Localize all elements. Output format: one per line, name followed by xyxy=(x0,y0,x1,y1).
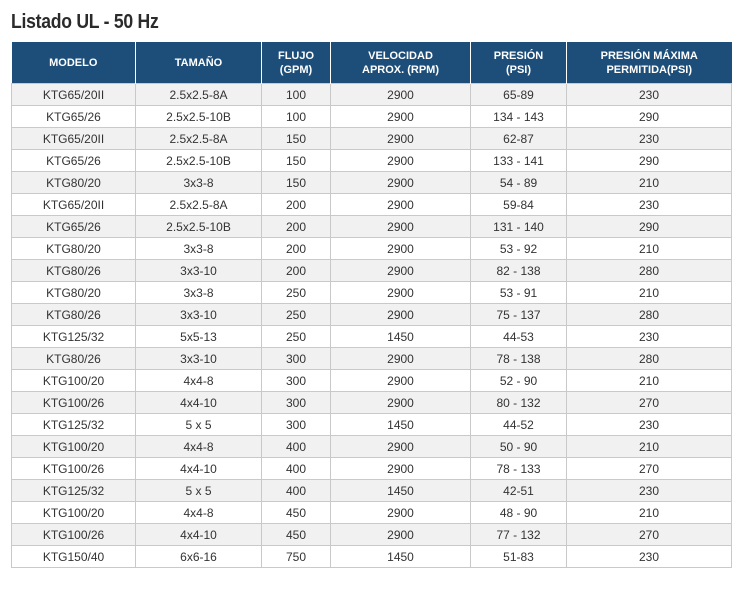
table-row xyxy=(12,370,732,392)
cell-speed: 2900 xyxy=(331,172,471,194)
cell-flow: 200 xyxy=(262,260,331,282)
cell-max-pressure: 210 xyxy=(567,238,732,260)
cell-model: KTG65/20II xyxy=(12,194,136,216)
cell-max-pressure: 230 xyxy=(567,480,732,502)
cell-size: 3x3-10 xyxy=(136,260,262,282)
table-row xyxy=(12,392,732,414)
cell-model: KTG65/20II xyxy=(12,84,136,106)
cell-speed: 2900 xyxy=(331,458,471,480)
cell-pressure: 62-87 xyxy=(471,128,567,150)
cell-model: KTG65/26 xyxy=(12,106,136,128)
cell-max-pressure: 290 xyxy=(567,106,732,128)
cell-model: KTG80/26 xyxy=(12,348,136,370)
cell-flow: 250 xyxy=(262,304,331,326)
cell-pressure: 51-83 xyxy=(471,546,567,568)
cell-flow: 400 xyxy=(262,480,331,502)
cell-speed: 1450 xyxy=(331,546,471,568)
cell-pressure: 78 - 138 xyxy=(471,348,567,370)
cell-pressure: 54 - 89 xyxy=(471,172,567,194)
table-row xyxy=(12,106,732,128)
cell-max-pressure: 210 xyxy=(567,436,732,458)
cell-size: 4x4-8 xyxy=(136,370,262,392)
table-row xyxy=(12,172,732,194)
cell-pressure: 44-52 xyxy=(471,414,567,436)
cell-speed: 2900 xyxy=(331,502,471,524)
cell-flow: 200 xyxy=(262,194,331,216)
column-header-pressure xyxy=(471,42,567,84)
cell-size: 4x4-10 xyxy=(136,458,262,480)
cell-size: 2.5x2.5-10B xyxy=(136,106,262,128)
cell-speed: 2900 xyxy=(331,392,471,414)
cell-flow: 150 xyxy=(262,128,331,150)
cell-speed: 2900 xyxy=(331,150,471,172)
table-row xyxy=(12,282,732,304)
cell-flow: 300 xyxy=(262,414,331,436)
cell-max-pressure: 210 xyxy=(567,370,732,392)
cell-speed: 2900 xyxy=(331,304,471,326)
table-row xyxy=(12,524,732,546)
cell-flow: 300 xyxy=(262,348,331,370)
cell-max-pressure: 230 xyxy=(567,326,732,348)
ul-listing-table xyxy=(11,42,732,568)
table-row xyxy=(12,502,732,524)
cell-speed: 2900 xyxy=(331,524,471,546)
cell-speed: 1450 xyxy=(331,414,471,436)
cell-model: KTG80/26 xyxy=(12,260,136,282)
cell-max-pressure: 270 xyxy=(567,524,732,546)
table-row xyxy=(12,128,732,150)
column-header-line: APROX. (RPM) xyxy=(362,63,439,76)
cell-model: KTG80/20 xyxy=(12,238,136,260)
cell-size: 3x3-8 xyxy=(136,282,262,304)
cell-size: 2.5x2.5-8A xyxy=(136,84,262,106)
column-header-line: PRESIÓN xyxy=(493,49,544,62)
header-row xyxy=(12,42,732,84)
cell-speed: 2900 xyxy=(331,216,471,238)
cell-pressure: 59-84 xyxy=(471,194,567,216)
cell-size: 3x3-8 xyxy=(136,172,262,194)
column-header-line: PERMITIDA(PSI) xyxy=(606,63,693,76)
cell-flow: 400 xyxy=(262,458,331,480)
cell-pressure: 53 - 91 xyxy=(471,282,567,304)
cell-pressure: 78 - 133 xyxy=(471,458,567,480)
cell-model: KTG100/26 xyxy=(12,458,136,480)
cell-pressure: 53 - 92 xyxy=(471,238,567,260)
cell-flow: 750 xyxy=(262,546,331,568)
cell-pressure: 131 - 140 xyxy=(471,216,567,238)
cell-max-pressure: 230 xyxy=(567,194,732,216)
cell-flow: 450 xyxy=(262,502,331,524)
cell-speed: 2900 xyxy=(331,348,471,370)
cell-pressure: 77 - 132 xyxy=(471,524,567,546)
column-header-line: MODELO xyxy=(49,56,98,69)
table-row xyxy=(12,458,732,480)
cell-size: 2.5x2.5-10B xyxy=(136,150,262,172)
cell-size: 4x4-8 xyxy=(136,436,262,458)
cell-max-pressure: 290 xyxy=(567,150,732,172)
cell-speed: 2900 xyxy=(331,128,471,150)
cell-max-pressure: 210 xyxy=(567,502,732,524)
table-row xyxy=(12,194,732,216)
table-row xyxy=(12,326,732,348)
cell-size: 4x4-8 xyxy=(136,502,262,524)
page-title: Listado UL - 50 Hz xyxy=(11,11,159,33)
cell-speed: 2900 xyxy=(331,370,471,392)
cell-pressure: 134 - 143 xyxy=(471,106,567,128)
cell-max-pressure: 290 xyxy=(567,216,732,238)
cell-speed: 2900 xyxy=(331,84,471,106)
cell-size: 5 x 5 xyxy=(136,414,262,436)
cell-model: KTG100/26 xyxy=(12,392,136,414)
cell-size: 6x6-16 xyxy=(136,546,262,568)
cell-speed: 2900 xyxy=(331,106,471,128)
cell-speed: 2900 xyxy=(331,238,471,260)
cell-max-pressure: 270 xyxy=(567,392,732,414)
cell-pressure: 52 - 90 xyxy=(471,370,567,392)
cell-pressure: 75 - 137 xyxy=(471,304,567,326)
cell-flow: 100 xyxy=(262,84,331,106)
table-row xyxy=(12,216,732,238)
cell-max-pressure: 230 xyxy=(567,414,732,436)
cell-model: KTG125/32 xyxy=(12,414,136,436)
cell-pressure: 82 - 138 xyxy=(471,260,567,282)
cell-speed: 2900 xyxy=(331,282,471,304)
cell-max-pressure: 270 xyxy=(567,458,732,480)
cell-speed: 1450 xyxy=(331,480,471,502)
cell-speed: 2900 xyxy=(331,194,471,216)
column-header-speed xyxy=(331,42,471,84)
table-row xyxy=(12,84,732,106)
cell-speed: 2900 xyxy=(331,260,471,282)
cell-max-pressure: 280 xyxy=(567,260,732,282)
cell-model: KTG80/26 xyxy=(12,304,136,326)
cell-size: 5x5-13 xyxy=(136,326,262,348)
cell-model: KTG125/32 xyxy=(12,480,136,502)
cell-max-pressure: 210 xyxy=(567,282,732,304)
cell-pressure: 44-53 xyxy=(471,326,567,348)
cell-flow: 450 xyxy=(262,524,331,546)
column-header-line: VELOCIDAD xyxy=(368,49,433,62)
column-header-flow xyxy=(262,42,331,84)
cell-model: KTG65/20II xyxy=(12,128,136,150)
table-body xyxy=(12,84,732,568)
column-header-size xyxy=(136,42,262,84)
cell-max-pressure: 280 xyxy=(567,348,732,370)
table-row xyxy=(12,546,732,568)
cell-size: 2.5x2.5-10B xyxy=(136,216,262,238)
cell-size: 3x3-10 xyxy=(136,348,262,370)
table-row xyxy=(12,436,732,458)
cell-size: 4x4-10 xyxy=(136,524,262,546)
column-header-line: PRESIÓN MÁXIMA xyxy=(600,49,698,62)
cell-model: KTG150/40 xyxy=(12,546,136,568)
cell-pressure: 42-51 xyxy=(471,480,567,502)
cell-model: KTG100/20 xyxy=(12,370,136,392)
column-header-line: (GPM) xyxy=(279,63,313,76)
cell-size: 2.5x2.5-8A xyxy=(136,128,262,150)
cell-max-pressure: 230 xyxy=(567,84,732,106)
cell-model: KTG100/20 xyxy=(12,502,136,524)
column-header-line: FLUJO xyxy=(277,49,315,62)
cell-flow: 150 xyxy=(262,172,331,194)
table-row xyxy=(12,150,732,172)
cell-model: KTG80/20 xyxy=(12,282,136,304)
cell-flow: 250 xyxy=(262,282,331,304)
table-row xyxy=(12,238,732,260)
table-header xyxy=(12,42,732,84)
cell-pressure: 133 - 141 xyxy=(471,150,567,172)
cell-model: KTG100/20 xyxy=(12,436,136,458)
cell-flow: 300 xyxy=(262,392,331,414)
column-header-max-pressure xyxy=(567,42,732,84)
cell-size: 2.5x2.5-8A xyxy=(136,194,262,216)
cell-max-pressure: 230 xyxy=(567,546,732,568)
cell-flow: 300 xyxy=(262,370,331,392)
table-row xyxy=(12,348,732,370)
cell-max-pressure: 210 xyxy=(567,172,732,194)
cell-pressure: 65-89 xyxy=(471,84,567,106)
cell-max-pressure: 280 xyxy=(567,304,732,326)
cell-size: 3x3-8 xyxy=(136,238,262,260)
cell-model: KTG100/26 xyxy=(12,524,136,546)
cell-flow: 100 xyxy=(262,106,331,128)
cell-size: 3x3-10 xyxy=(136,304,262,326)
cell-model: KTG80/20 xyxy=(12,172,136,194)
table-row xyxy=(12,304,732,326)
cell-model: KTG65/26 xyxy=(12,150,136,172)
cell-flow: 400 xyxy=(262,436,331,458)
cell-max-pressure: 230 xyxy=(567,128,732,150)
cell-model: KTG125/32 xyxy=(12,326,136,348)
table-row xyxy=(12,260,732,282)
cell-pressure: 48 - 90 xyxy=(471,502,567,524)
table-row xyxy=(12,480,732,502)
cell-pressure: 50 - 90 xyxy=(471,436,567,458)
cell-pressure: 80 - 132 xyxy=(471,392,567,414)
table-row xyxy=(12,414,732,436)
cell-speed: 1450 xyxy=(331,326,471,348)
column-header-line: TAMAÑO xyxy=(174,56,223,69)
cell-flow: 250 xyxy=(262,326,331,348)
column-header-model xyxy=(12,42,136,84)
column-header-line: (PSI) xyxy=(505,63,532,76)
cell-speed: 2900 xyxy=(331,436,471,458)
cell-flow: 200 xyxy=(262,238,331,260)
cell-model: KTG65/26 xyxy=(12,216,136,238)
cell-size: 4x4-10 xyxy=(136,392,262,414)
cell-size: 5 x 5 xyxy=(136,480,262,502)
cell-flow: 200 xyxy=(262,216,331,238)
cell-flow: 150 xyxy=(262,150,331,172)
